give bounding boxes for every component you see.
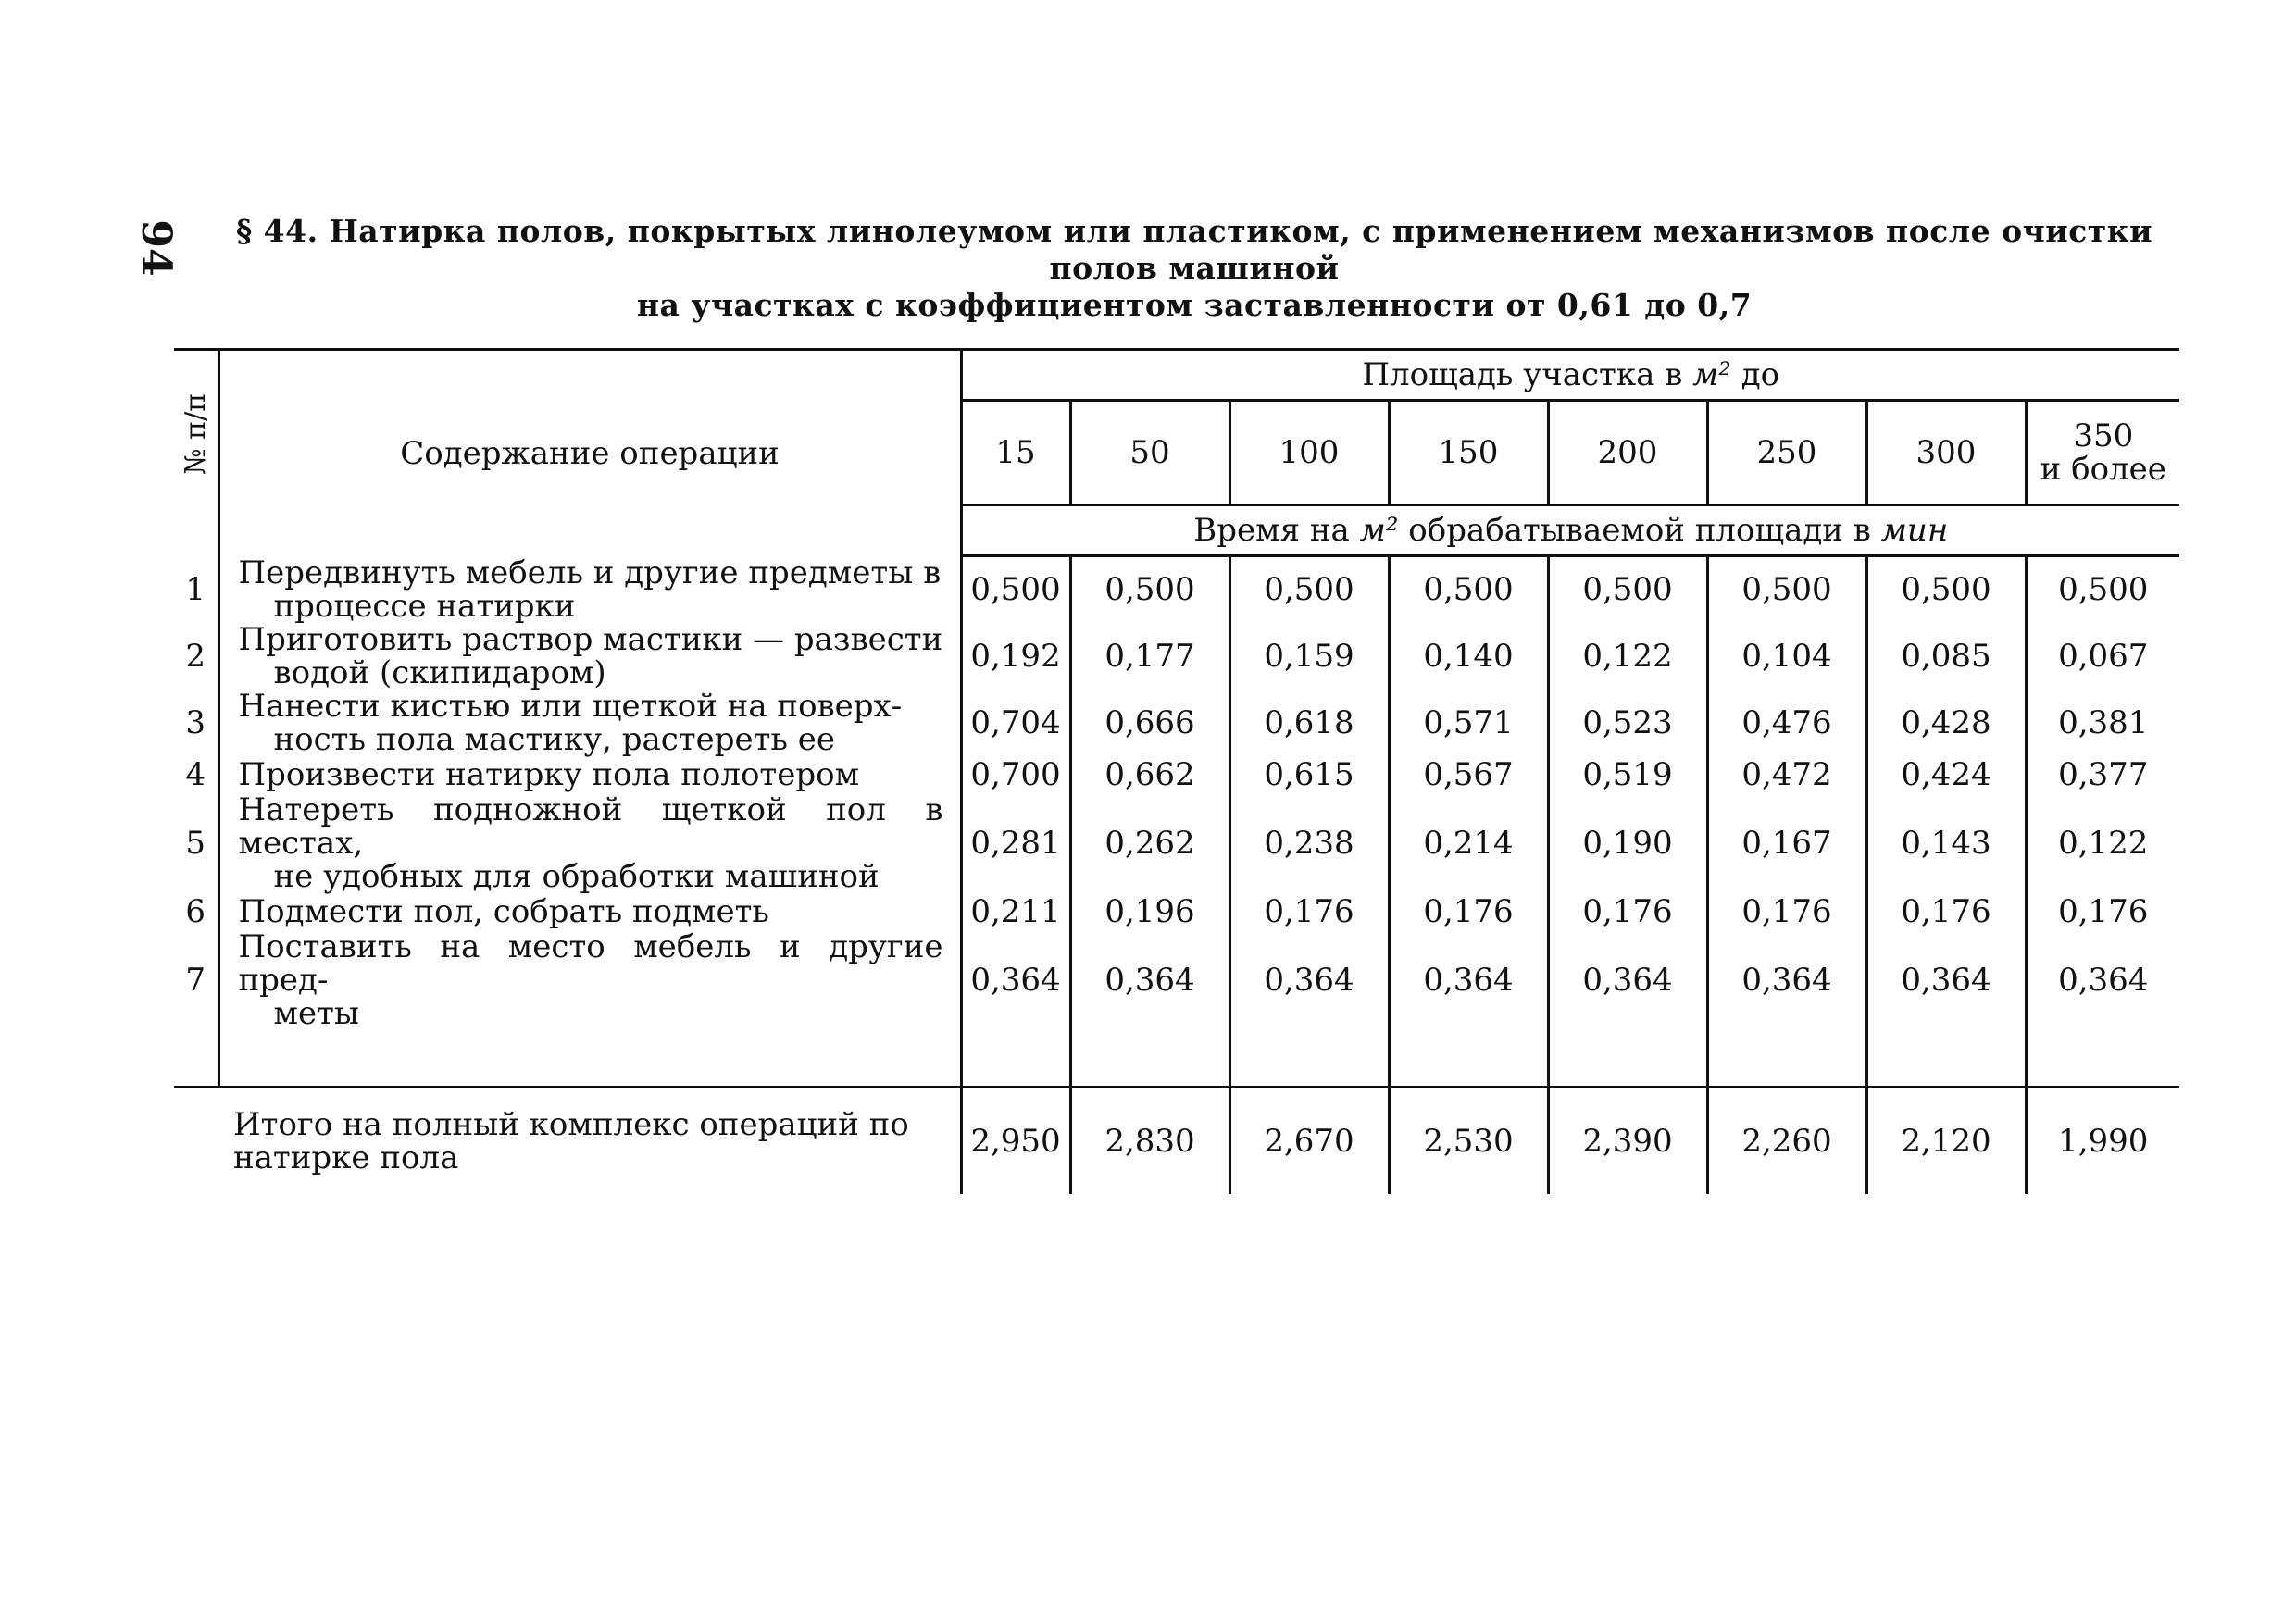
value-cell: 0,377 — [2058, 755, 2149, 793]
table-row — [174, 756, 2179, 793]
title-line-2: на участках с коэффициентом заставленности от 0,61 до 0,7 — [636, 287, 1753, 323]
value-cell: 0,666 — [1070, 690, 1229, 756]
value-cell: 0,523 — [1548, 690, 1707, 756]
total-value: 2,260 — [1707, 1088, 1866, 1194]
title-line-1: § 44. Натирка полов, покрытых линолеумом или пластиком, с применением механизмов после очистки полов машиной — [235, 213, 2153, 286]
norms-table — [174, 348, 2179, 1194]
value-cell: 0,176 — [1548, 893, 1707, 930]
operation-text: Нанести кистью или щеткой на поверх- ность пола мастику, растереть ее — [218, 690, 961, 756]
value-cell: 0,192 — [961, 623, 1070, 690]
value-cell: 0,176 — [1866, 893, 2026, 930]
table-row — [174, 690, 2179, 756]
operation-text: Передвинуть мебель и другие предметы в процессе натирки — [218, 556, 961, 623]
header-size-100: 100 — [1229, 401, 1389, 505]
value-cell: 0,364 — [1229, 930, 1389, 1030]
total-value: 2,830 — [1070, 1088, 1229, 1194]
value-cell: 0,662 — [1070, 756, 1229, 793]
row-number: 6 — [174, 893, 218, 930]
value-cell: 0,176 — [2058, 892, 2149, 930]
table-row — [174, 556, 2179, 623]
value-cell: 0,085 — [1866, 623, 2026, 690]
value-cell: 0,159 — [1229, 623, 1389, 690]
value-cell: 0,472 — [1707, 756, 1866, 793]
value-cell: 0,364 — [1866, 930, 2026, 1030]
table-row — [174, 623, 2179, 690]
value-cell: 0,500 — [1866, 556, 2026, 623]
table-row — [174, 930, 2179, 1030]
total-value: 2,950 — [961, 1088, 1070, 1194]
header-area: Площадь участка в м² до — [961, 350, 2179, 401]
value-cell: 0,500 — [2058, 571, 2149, 609]
table-body — [174, 556, 2179, 1194]
value-cell: 0,364 — [1070, 930, 1229, 1030]
value-cell: 0,704 — [961, 690, 1070, 756]
value-cell: 0,238 — [1229, 793, 1389, 893]
total-row — [174, 1088, 2179, 1194]
operation-text: Подмести пол, собрать подметь — [218, 893, 961, 930]
header-operation: Содержание операции — [218, 350, 961, 556]
header-time: Время на м² обрабатываемой площади в мин — [961, 505, 2179, 556]
header-size-200: 200 — [1548, 401, 1707, 505]
value-cell: 0,519 — [1548, 756, 1707, 793]
total-value: 2,530 — [1389, 1088, 1548, 1194]
value-cell: 0,176 — [1229, 893, 1389, 930]
value-cell: 0,143 — [1866, 793, 2026, 893]
value-cell: 0,618 — [1229, 690, 1389, 756]
total-value: 1,990 — [2058, 1122, 2149, 1160]
header-size-300: 300 — [1866, 401, 2026, 505]
value-cell: 0,571 — [1389, 690, 1548, 756]
header-size-150: 150 — [1389, 401, 1548, 505]
value-cell: 0,567 — [1389, 756, 1548, 793]
value-cell: 0,500 — [1707, 556, 1866, 623]
total-value: 2,670 — [1229, 1088, 1389, 1194]
value-cell: 0,262 — [1070, 793, 1229, 893]
value-cell: 0,364 — [961, 930, 1070, 1030]
total-value: 2,120 — [1866, 1088, 2026, 1194]
header-size-50: 50 — [1070, 401, 1229, 505]
header-size-350-plus: 350 и более — [2040, 417, 2166, 488]
value-cell: 0,122 — [1548, 623, 1707, 690]
header-size-250: 250 — [1707, 401, 1866, 505]
value-cell: 0,167 — [1707, 793, 1866, 893]
value-cell: 0,500 — [1548, 556, 1707, 623]
value-cell: 0,615 — [1229, 756, 1389, 793]
table-row — [174, 893, 2179, 930]
value-cell: 0,176 — [1707, 893, 1866, 930]
value-cell: 0,364 — [1548, 930, 1707, 1030]
value-cell: 0,500 — [1070, 556, 1229, 623]
section-title — [222, 213, 2166, 324]
value-cell: 0,067 — [2058, 637, 2149, 675]
value-cell: 0,364 — [2058, 961, 2149, 999]
value-cell: 0,176 — [1389, 893, 1548, 930]
value-cell: 0,364 — [1707, 930, 1866, 1030]
value-cell: 0,104 — [1707, 623, 1866, 690]
row-number: 3 — [174, 690, 218, 756]
value-cell: 0,122 — [2058, 824, 2149, 862]
row-number: 7 — [174, 930, 218, 1030]
value-cell: 0,190 — [1548, 793, 1707, 893]
row-number: 5 — [174, 793, 218, 893]
value-cell: 0,381 — [2058, 703, 2149, 741]
value-cell: 0,177 — [1070, 623, 1229, 690]
value-cell: 0,700 — [961, 756, 1070, 793]
value-cell: 0,214 — [1389, 793, 1548, 893]
operation-text: Произвести натирку пола полотером — [218, 756, 961, 793]
value-cell: 0,196 — [1070, 893, 1229, 930]
value-cell: 0,281 — [961, 793, 1070, 893]
value-cell: 0,476 — [1707, 690, 1866, 756]
operation-text: Натереть подножной щеткой пол в местах, не удобных для обработки машиной — [218, 793, 961, 893]
operation-text: Приготовить раствор мастики — развести водой (скипидаром) — [218, 623, 961, 690]
row-number: 1 — [174, 556, 218, 623]
header-size-15: 15 — [961, 401, 1070, 505]
total-label: Итого на полный комплекс операций по натирке пола — [174, 1088, 961, 1194]
table-row — [174, 793, 2179, 893]
value-cell: 0,364 — [1389, 930, 1548, 1030]
row-number: 2 — [174, 623, 218, 690]
row-number: 4 — [174, 756, 218, 793]
value-cell: 0,428 — [1866, 690, 2026, 756]
operation-text: Поставить на место мебель и другие пред- меты — [218, 930, 961, 1030]
spacer-row — [174, 1030, 2179, 1088]
value-cell: 0,424 — [1866, 756, 2026, 793]
total-value: 2,390 — [1548, 1088, 1707, 1194]
value-cell: 0,500 — [1229, 556, 1389, 623]
value-cell: 0,211 — [961, 893, 1070, 930]
value-cell: 0,140 — [1389, 623, 1548, 690]
value-cell: 0,500 — [961, 556, 1070, 623]
page-number: 94 — [132, 219, 180, 277]
header-row-number: № п/п — [174, 350, 218, 556]
value-cell: 0,500 — [1389, 556, 1548, 623]
